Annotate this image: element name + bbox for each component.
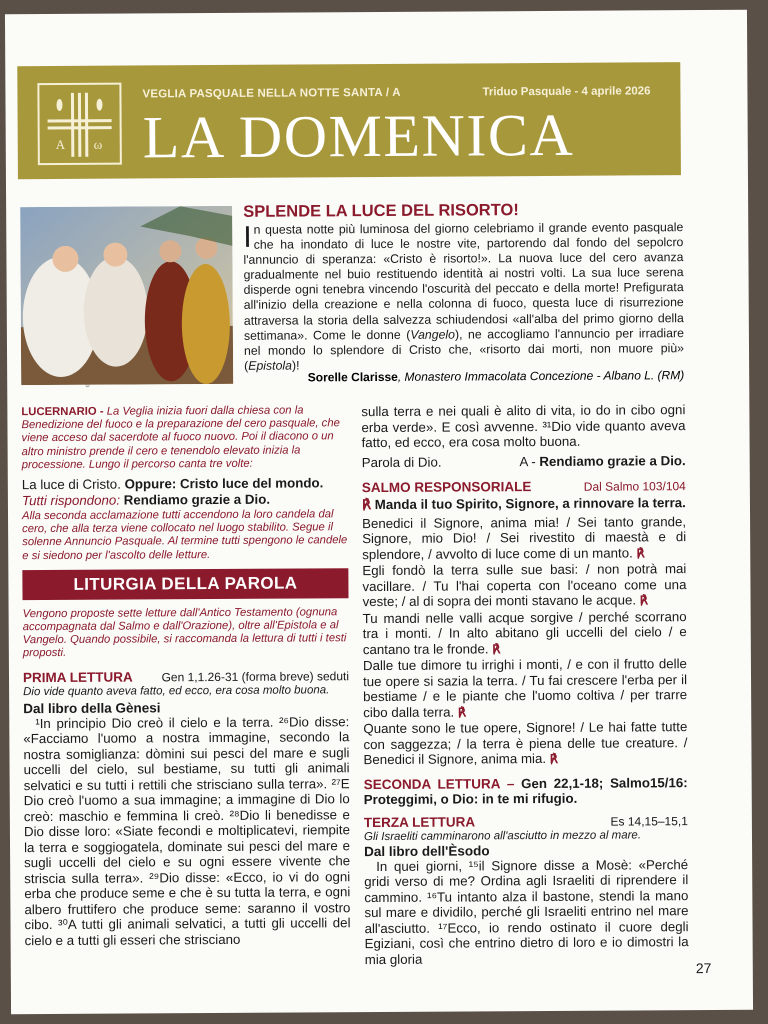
prima-lettura-summary: Dio vide quanto aveva fatto, ed ecco, era cosa molto buona. xyxy=(23,683,330,698)
refrain-text: Manda il tuo Spirito, Signore, a rinnovare la terra. xyxy=(371,495,686,513)
lucernario-note xyxy=(21,404,347,472)
response-a-text: Rendiamo grazie a Dio. xyxy=(539,452,686,469)
masthead-date: Triduo Pasquale - 4 aprile 2026 xyxy=(482,85,651,99)
salmo-title: SALMO RESPONSORIALE xyxy=(361,479,532,496)
prima-lettura-text: ¹In principio Dio creò il cielo e la terra. ²⁶Dio disse: «Facciamo l'uomo a nostra immagine, secondo la nostra somiglianza: dòmini sui pesci del mare e sugli uccelli del cielo, sul bestiame, su tutti gli animali selvatici e su tutti i rettili che strisciano sulla terra». ²⁷E Dio creò l'uomo a sua immagine; a immagine di Dio lo creò: maschio e femmina li creò. ²⁸Dio li benedisse e Dio disse loro: «Siate fecondi e moltiplicatevi, riempite la terra e soggiogatela, dominate sui pesci del mare e sugli uccelli del cielo e su ogni essere vivente che striscia sulla terra». ²⁹Dio disse: «Ecco, io vi do ogni erba che produce seme e che è su tutta la terra, e ogni albero fruttifero che produce seme: saranno il vostro cibo. ³⁰A tutti gli animali selvatici, a tutti gli uccelli del cielo e a tutti gli esseri che strisciano xyxy=(23,713,351,948)
acclamation-2 xyxy=(22,491,348,508)
prima-lettura-title: PRIMA LETTURA xyxy=(22,669,133,685)
right-column xyxy=(361,402,688,967)
terza-ref: Es 14,15–15,1 xyxy=(610,813,688,829)
verse-4-response: ℟ xyxy=(457,704,467,720)
lucernario-label: LUCERNARIO - xyxy=(21,405,107,419)
salmo-verse-1: Benedici il Signore, anima mia! / Sei tanto grande, Signore, mio Dio! / Sei rivestito di maestà e di splendore, / avvolto di luce come di un manto. ℟ xyxy=(362,513,687,562)
acclamation-1 xyxy=(22,475,348,492)
parola-di-dio: Parola di Dio. xyxy=(361,454,442,470)
seconda-lettura xyxy=(364,775,688,808)
verse-3-response: ℟ xyxy=(492,641,501,656)
readings-note: Vengono proposte sette letture dall'Antico Testamento (ognuna accompagnata dal Salmo e dall'Orazione), oltre all'Epistola e al Vangelo. Quando possibile, si raccomanda la lettura di tutti i testi proposti. xyxy=(22,606,347,660)
terza-text: In quei giorni, ¹⁵il Signore disse a Mosè: «Perché gridi verso di me? Ordina agli Israeliti di riprendere il cammino. ¹⁶Tu intanto alza il bastone, stendi la mano sul mare e dividilo, perché gli Israeliti entrino nel mare all'asciutto. ¹⁷Ecco, io rendo ostinato il cuore degli Egiziani, così che entrino dietro di loro e io dimostri la mia gloria xyxy=(364,856,689,967)
parola-di-dio-row xyxy=(362,453,686,470)
salmo-verse-5: Quante sono le tue opere, Signore! / Le hai fatte tutte con saggezza; / la terra è piena delle tue creature. / Benedici il Signore, anima mia. ℟ xyxy=(363,719,688,768)
salmo-header xyxy=(362,478,686,495)
drop-cap: I xyxy=(243,220,252,254)
intro-part-2: ), ne accogliamo l'annuncio per irradiare nel mondo lo splendore di Cristo che, «risorto dai morti, non muore più» ( xyxy=(243,325,685,373)
intro-part-3: )! xyxy=(291,358,300,373)
prima-lettura-ref: Gen 1,1.26-31 (forma breve) seduti xyxy=(161,668,350,684)
salmo-ref: Dal Salmo 103/104 xyxy=(583,479,686,494)
response-a-label: A - xyxy=(519,453,540,469)
logo-letter-a: A xyxy=(55,136,66,152)
intro-part-1: n questa notte più luminosa del giorno celebriamo il grande evento pasquale che ha inondato di luce le nostre vite, partorendo dal fondo del sepolcro l'annuncio di speranza: «Cristo è risorto!». La nuova luce del cero avanza gradualmente nel buio restituendo identità ai nostri volti. La sua luce serena disperde ogni tenebra vincendo l'oscurità del peccato e della morte! Prefigurata all'inizio della creazione e nella colonna di fuoco, questa luce di risurrezione attraversa la storia della salvezza schiudendosi «all'alba del primo giorno della settimana». Come le donne ( xyxy=(243,220,684,343)
seconda-ref: Gen 22,1-18; Salmo15/16: Proteggimi, o Dio: in te mi rifugio. xyxy=(363,774,688,808)
seconda-title: SECONDA LETTURA – xyxy=(363,775,522,792)
prima-lettura-source: Dal libro della Gènesi xyxy=(23,699,161,716)
signature-place: , Monastero Immacolata Concezione - Albano L. (RM) xyxy=(397,368,685,384)
logo xyxy=(37,83,121,166)
terza-source: Dal libro dell'Èsodo xyxy=(364,842,490,859)
masthead-title: LA DOMENICA xyxy=(142,101,575,171)
verse-5-response: ℟ xyxy=(549,751,559,766)
verse-2-response: ℟ xyxy=(639,593,648,608)
acclamation-2-b: Rendiamo grazie a Dio. xyxy=(123,491,271,508)
verse-1-response: ℟ xyxy=(636,545,645,560)
logo-letter-w: ω xyxy=(93,136,103,152)
salmo-verse-2: Egli fondò la terra sulle sue basi: / non potrà mai vacillare. / Tu l'hai coperta con l'oceano come una veste; / al di sopra dei monti stavano le acque. ℟ xyxy=(362,561,687,610)
article-headline: SPLENDE LA LUCE DEL RISORTO! xyxy=(243,201,519,221)
page xyxy=(5,10,753,1015)
article-signature xyxy=(244,368,684,385)
salmo-verse-3: Tu mandi nelle valli acque sorgive / perché scorrano tra i monti. / In alto abitano gli uccelli del cielo / e cantano tra le fronde. ℟ xyxy=(362,608,687,657)
salmo-verse-4: Dalle tue dimore tu irrighi i monti, / e con il frutto delle tue opere si sazia la terra. / Tu fai crescere l'erba per il bestiame / e le piante che l'uomo coltiva / per trarre cibo dalla terra. ℟ xyxy=(362,656,688,720)
acclamation-1-b: Oppure: Cristo luce del mondo. xyxy=(124,475,324,492)
cross-logo-icon xyxy=(39,85,119,163)
left-column xyxy=(21,404,350,948)
intro-vangelo: Vangelo xyxy=(410,327,456,342)
painting-image xyxy=(20,206,233,385)
prima-lettura-header xyxy=(23,668,349,685)
page-number: 27 xyxy=(695,959,712,977)
salmo-refrain xyxy=(362,495,686,512)
section-banner: LITURGIA DELLA PAROLA xyxy=(22,568,348,600)
genesis-end: sulla terra e nei quali è alito di vita, io do in cibo ogni erba verde». E così avvenne. ³¹Dio vide quanto aveva fatto, ed ecco, era cosa molto buona. xyxy=(361,402,686,451)
candles-note: Alla seconda acclamazione tutti accendono la loro candela dal cero, che alla terza viene collocato nel luogo stabilito. Segue il solenne Annuncio Pasquale. Al termine tutti spengono le candele e si siedono per l'ascolto delle letture. xyxy=(21,508,348,562)
acclamation-1-a: La luce di Cristo. xyxy=(21,476,125,493)
refrain-symbol: ℟ xyxy=(361,497,372,513)
terza-title: TERZA LETTURA xyxy=(363,813,476,830)
intro-epistola: Epistola xyxy=(248,358,293,373)
acclamation-2-a: Tutti rispondono: xyxy=(21,492,124,508)
masthead-subtitle: VEGLIA PASQUALE NELLA NOTTE SANTA / A xyxy=(142,86,401,101)
masthead xyxy=(17,62,681,179)
article-intro xyxy=(243,220,684,374)
terza-lettura-header xyxy=(364,813,688,830)
signature-name: Sorelle Clarisse xyxy=(307,369,398,385)
terza-summary: Gli Israeliti camminarono all'asciutto in mezzo al mare. xyxy=(363,828,642,843)
lucernario-text: La Veglia inizia fuori dalla chiesa con la Benedizione del fuoco e la preparazione del cero pasquale, che viene acceso dal sacerdote al fuoco nuovo. Poi il diacono o un altro ministro prende il cero e tenendolo elevato inizia la processione. Lungo il percorso canta tre volte: xyxy=(21,404,340,471)
